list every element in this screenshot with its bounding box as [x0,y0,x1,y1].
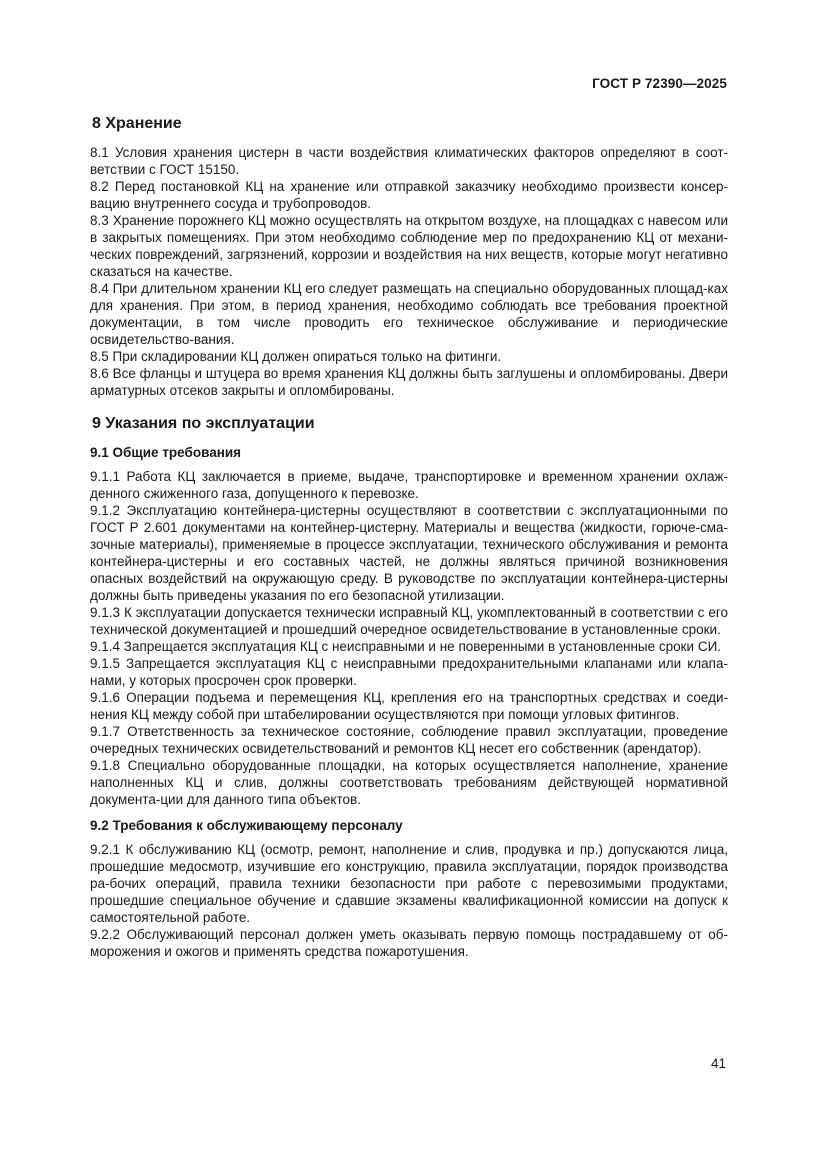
section-8-body [90,144,728,399]
paragraph-9-1-1: 9.1.1 Работа КЦ заключается в приеме, выдаче, транспортировке и временном хранении охлаж-денного сжиженного газа, допущенного к перевозке. [90,469,728,501]
paragraph-9-1-3: 9.1.3 К эксплуатации допускается технически исправный КЦ, укомплектованный в соответствии с его технической документацией и прошедший очередное освидетельствование в установленные сроки. [90,605,728,637]
paragraph-9-1-4: 9.1.4 Запрещается эксплуатация КЦ с неисправными и не поверенными в установленные сроки СИ. [90,639,722,654]
paragraph-9-1-7: 9.1.7 Ответственность за техническое состояние, соблюдение правил эксплуатации, проведение очередных технических освидетельствований и ремонтов КЦ несет его собственник (арендатор). [90,724,728,756]
subsection-9-1-heading: 9.1 Общие требования [90,445,242,460]
page-content [90,114,728,960]
paragraph-9-2-2: 9.2.2 Обслуживающий персонал должен уметь оказывать первую помощь пострадавшему от об-морожения и ожогов и применять средства пожаротушения. [90,927,728,959]
paragraph-9-2-1: 9.2.1 К обслуживанию КЦ (осмотр, ремонт, наполнение и слив, продувка и пр.) допускаются лица, прошедшие медосмотр, изучившие его конструкцию, правила эксплуатации, порядок производства ра-бочих операций, правила техники безопасности при работе с перевозимыми продуктами, прошедшие специальное обучение и сдавшие экзамены квалификационной комиссии на допуск к самостоятельной работе. [90,842,728,925]
paragraph-9-1-6: 9.1.6 Операции подъема и перемещения КЦ, крепления его на транспортных средствах и соеди-нения КЦ между собой при штабелировании осуществляются при помощи угловых фитингов. [90,690,728,722]
paragraph-9-1-5: 9.1.5 Запрещается эксплуатация КЦ с неисправными предохранительными клапанами или клапа-нами, у которых просрочен срок проверки. [90,656,728,688]
document-standard-id: ГОСТ Р 72390—2025 [592,76,727,91]
paragraph-8-6: 8.6 Все фланцы и штуцера во время хранения КЦ должны быть заглушены и опломбированы. Двери арматурных отсеков закрыты и опломбированы. [90,366,728,398]
paragraph-8-1: 8.1 Условия хранения цистерн в части воздействия климатических факторов определяют в соот-ветствии с ГОСТ 15150. [90,145,728,177]
paragraph-8-5: 8.5 При складировании КЦ должен опираться только на фитинги. [90,349,502,364]
subsection-9-2-heading: 9.2 Требования к обслуживающему персоналу [90,818,403,833]
section-8-heading: 8 Хранение [92,115,182,132]
page-number: 41 [710,1056,726,1071]
section-9-heading: 9 Указания по эксплуатации [92,415,315,432]
subsection-9-1-body [90,468,728,808]
paragraph-9-1-8: 9.1.8 Специально оборудованные площадки, на которых осуществляется наполнение, хранение наполненных КЦ и слив, должны соответствовать требованиям действующей нормативной документа-ции для данного типа объектов. [90,758,728,807]
paragraph-8-4: 8.4 При длительном хранении КЦ его следует размещать на специально оборудованных площад-ках для хранения. При этом, в период хранения, необходимо соблюдать все требования проектной документации, в том числе проводить его техническое обслуживание и периодические освидетельство-вания. [90,281,728,347]
subsection-9-2-body [90,841,728,960]
paragraph-9-1-2: 9.1.2 Эксплуатацию контейнера-цистерны осуществляют в соответствии с эксплуатационными по ГОСТ Р 2.601 документами на контейнер-цистерну. Материалы и вещества (жидкости, горюче-сма-зочные материалы), применяемые в процессе эксплуатации, технического обслуживания и ремонта контейнера-цистерны и его составных частей, не должны являться причиной возникновения опасных воздействий на окружающую среду. В руководстве по эксплуатации контейнера-цистерны должны быть приведены указания по его безопасной утилизации. [90,503,728,603]
paragraph-8-3: 8.3 Хранение порожнего КЦ можно осуществлять на открытом воздухе, на площадках с навесом или в закрытых помещениях. При этом необходимо соблюдение мер по предохранению КЦ от механи-ческих повреждений, загрязнений, коррозии и воздействия на них веществ, которые могут негативно сказаться на качестве. [90,213,728,279]
paragraph-8-2: 8.2 Перед постановкой КЦ на хранение или отправкой заказчику необходимо произвести консер-вацию внутреннего сосуда и трубопроводов. [90,179,728,211]
